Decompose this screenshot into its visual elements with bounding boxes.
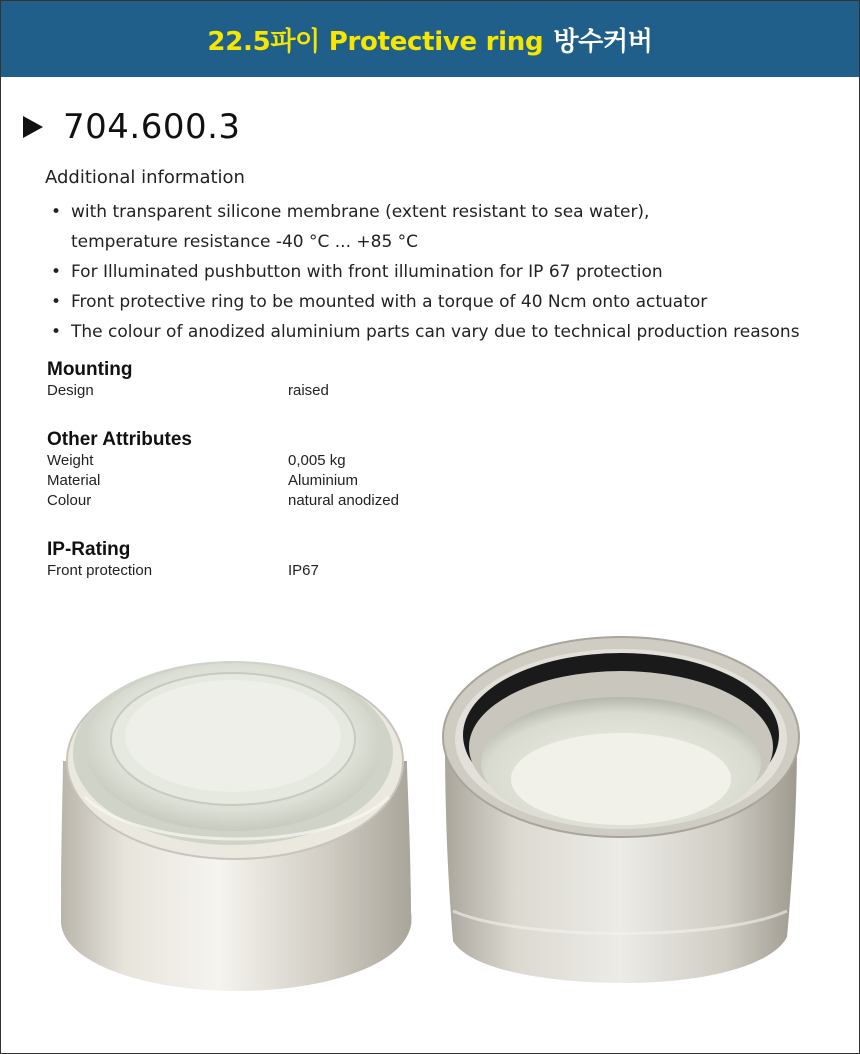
- list-item: [51, 197, 800, 257]
- protective-ring-front: [61, 661, 412, 991]
- bullet-dot-icon: •: [51, 262, 62, 282]
- spec-label: Design: [47, 382, 94, 399]
- list-item-text: Front protective ring to be mounted with a torque of 40 Ncm onto actuator: [71, 292, 708, 312]
- spec-value: 0,005 kg: [288, 452, 346, 469]
- spec-other-attributes: [47, 429, 399, 511]
- title-banner: [1, 1, 859, 77]
- product-photo: [1, 621, 859, 1053]
- spec-label: Front protection: [47, 562, 153, 579]
- spec-heading: IP-Rating: [47, 539, 131, 560]
- spec-heading: Mounting: [47, 359, 133, 380]
- spec-row: [47, 491, 399, 511]
- play-arrow-icon: [23, 116, 43, 138]
- additional-info-title: Additional information: [45, 167, 245, 188]
- bullet-dot-icon: •: [51, 322, 62, 342]
- protective-ring-back: [443, 637, 799, 983]
- spec-mounting: [47, 359, 329, 401]
- spec-ip-rating: [47, 539, 319, 581]
- bullet-dot-icon: •: [51, 292, 62, 312]
- list-item: [51, 317, 800, 347]
- list-item-text: with transparent silicone membrane (extent resistant to sea water),: [71, 202, 650, 222]
- list-item-text: For Illuminated pushbutton with front illumination for IP 67 protection: [71, 262, 663, 282]
- spec-row: [47, 381, 329, 401]
- list-item-text: The colour of anodized aluminium parts can vary due to technical production reasons: [71, 322, 800, 342]
- part-number: 704.600.3: [63, 107, 241, 147]
- additional-info-list: [51, 197, 800, 347]
- spec-value: IP67: [288, 562, 319, 579]
- list-item: [51, 257, 800, 287]
- list-item-text-cont: temperature resistance -40 °C ... +85 °C: [71, 232, 419, 252]
- banner-title-korean: 방수커버: [553, 26, 653, 57]
- spec-value: natural anodized: [288, 492, 399, 509]
- spec-row: [47, 471, 399, 491]
- spec-row: [47, 451, 399, 471]
- spec-row: [47, 561, 319, 581]
- list-item: [51, 287, 800, 317]
- spec-label: Material: [47, 472, 101, 489]
- bullet-dot-icon: •: [51, 202, 62, 222]
- spec-value: Aluminium: [288, 472, 359, 489]
- spec-value: raised: [288, 382, 329, 399]
- spec-label: Colour: [47, 492, 92, 509]
- part-heading: [23, 107, 241, 147]
- spec-label: Weight: [47, 452, 94, 469]
- spec-heading: Other Attributes: [47, 429, 192, 450]
- banner-title-main: 22.5파이 Protective ring: [207, 26, 544, 57]
